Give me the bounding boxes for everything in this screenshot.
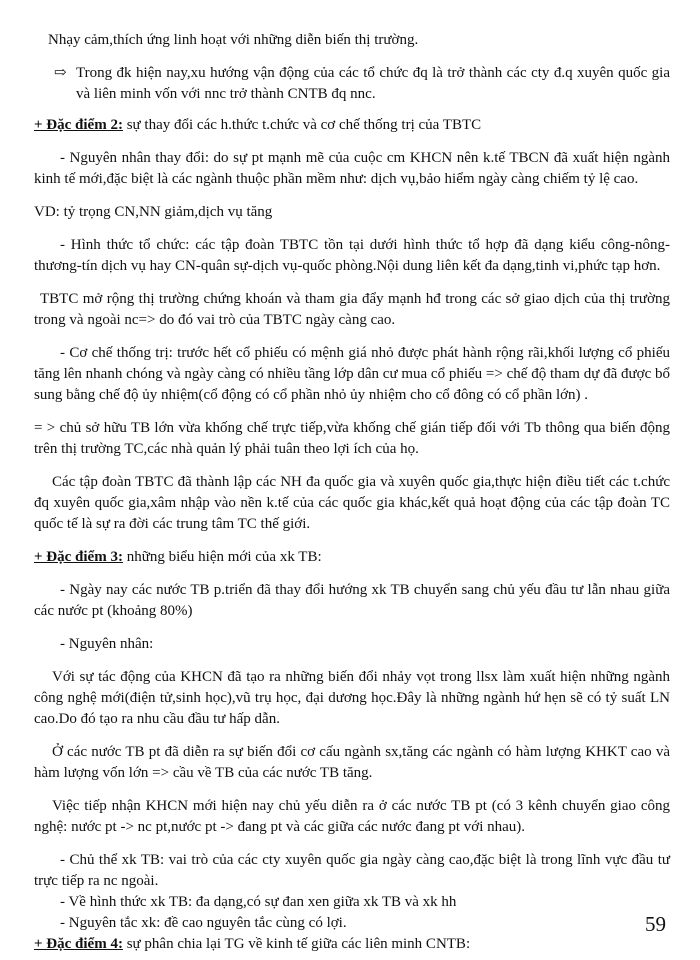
paragraph: - Chủ thể xk TB: vai trò của các cty xuyên quốc gia ngày càng cao,đặc biệt là trong lĩnh vực đầu tư trực tiếp ra nc ngoài. xyxy=(34,852,670,889)
paragraph: = > chủ sở hữu TB lớn vừa khống chế trực tiếp,vừa khống chế gián tiếp đối với Tb thông qua biến động trên thị trường TC,các nhà quản lý phải tuân theo lợi ích của họ. xyxy=(34,420,670,457)
arrow-paragraph xyxy=(34,63,670,105)
page-number: 59 xyxy=(645,912,666,936)
heading-label: + Đặc điểm 4: xyxy=(34,936,123,952)
heading-text: những biểu hiện mới của xk TB: xyxy=(126,549,322,565)
paragraph: - Ngày nay các nước TB p.triển đã thay đổi hướng xk TB chuyển sang chủ yếu đầu tư lẫn nhau giữa các nước pt (khoảng 80%) xyxy=(34,582,670,619)
feature-2-heading xyxy=(34,115,670,136)
feature-4-heading xyxy=(34,934,670,955)
paragraph: - Nguyên nhân: xyxy=(60,636,154,652)
document-body xyxy=(34,30,670,955)
paragraph: - Nguyên tắc xk: đề cao nguyên tắc cùng có lợi. xyxy=(60,915,347,931)
paragraph: - Nguyên nhân thay đổi: do sự pt mạnh mẽ của cuộc cm KHCN nên k.tế TBCN đã xuất hiện ngành kinh tế mới,đặc biệt là các ngành thuộc phần mềm như: dịch vụ,bảo hiểm ngày càng chiếm tỷ lệ cao. xyxy=(34,150,670,187)
paragraph: Việc tiếp nhận KHCN mới hiện nay chủ yếu diễn ra ở các nước TB pt (có 3 kênh chuyển giao công nghệ: nước pt -> nc pt,nước pt -> đang pt và các giữa các nước đang pt với nhau). xyxy=(34,798,670,835)
heading-label: + Đặc điểm 3: xyxy=(34,549,123,565)
paragraph: - Hình thức tổ chức: các tập đoàn TBTC tồn tại dưới hình thức tổ hợp đã dạng kiểu công-nông-thương-tín dịch vụ hay CN-quân sự-dịch vụ-quốc phòng.Nội dung liên kết đa dạng,tinh vi,phức tạp hơn. xyxy=(34,237,670,274)
paragraph: TBTC mở rộng thị trường chứng khoán và tham gia đẩy mạnh hđ trong các sở giao dịch của thị trường trong và ngoài nc=> do đó vai trò của TBTC ngày càng cao. xyxy=(34,291,670,328)
feature-3-heading xyxy=(34,547,670,568)
paragraph-text: Trong đk hiện nay,xu hướng vận động của các tổ chức đq là trở thành các cty đ.q xuyên quốc gia và liên minh vốn với nnc trở thành CNTB đq nnc. xyxy=(76,65,670,102)
paragraph: - Về hình thức xk TB: đa dạng,có sự đan xen giữa xk TB và xk hh xyxy=(60,894,457,910)
paragraph: Ở các nước TB pt đã diễn ra sự biến đổi cơ cấu ngành sx,tăng các ngành có hàm lượng KHKT cao và hàm lượng vốn lớn => cầu về TB của các nước TB tăng. xyxy=(34,744,670,781)
paragraph: Với sự tác động của KHCN đã tạo ra những biến đổi nhảy vọt trong llsx làm xuất hiện những ngành công nghệ mới(điện tử,sinh học),vũ trụ học, đại dương học.Đây là những ngành hứ hẹn sẽ có tỷ suất LN cao.Do đó tạo ra nhu cầu đầu tư hấp dẫn. xyxy=(34,669,670,727)
heading-text: sự phân chia lại TG về kinh tế giữa các liên minh CNTB: xyxy=(126,936,471,952)
paragraph: VD: tỷ trọng CN,NN giảm,dịch vụ tăng xyxy=(34,204,273,220)
paragraph: - Cơ chế thống trị: trước hết cổ phiếu có mệnh giá nhỏ được phát hành rộng rãi,khối lượng cổ phiếu tăng lên nhanh chóng và ngày càng có nhiều tầng lớp dân cư mua cổ phiếu => chế độ tham dự đã được bổ sung bằng chế độ ủy nhiệm(cổ động có cổ phần nhỏ ủy nhiệm cho cổ đông có cổ phần lớn) . xyxy=(34,345,670,403)
arrow-right-icon: ⇨ xyxy=(54,65,67,81)
heading-label: + Đặc điểm 2: xyxy=(34,117,123,133)
heading-text: sự thay đổi các h.thức t.chức và cơ chế thống trị của TBTC xyxy=(126,117,482,133)
paragraph: Nhạy cảm,thích ứng linh hoạt với những diễn biến thị trường. xyxy=(48,32,419,48)
paragraph: Các tập đoàn TBTC đã thành lập các NH đa quốc gia và xuyên quốc gia,thực hiện điều tiết các t.chức đq xuyên quốc gia,xâm nhập vào nền k.tế của các quốc gia khác,kết quả hoạt động của các tập đoàn TC quốc tế là sự ra đời các trung tâm TC thế giới. xyxy=(34,474,670,532)
